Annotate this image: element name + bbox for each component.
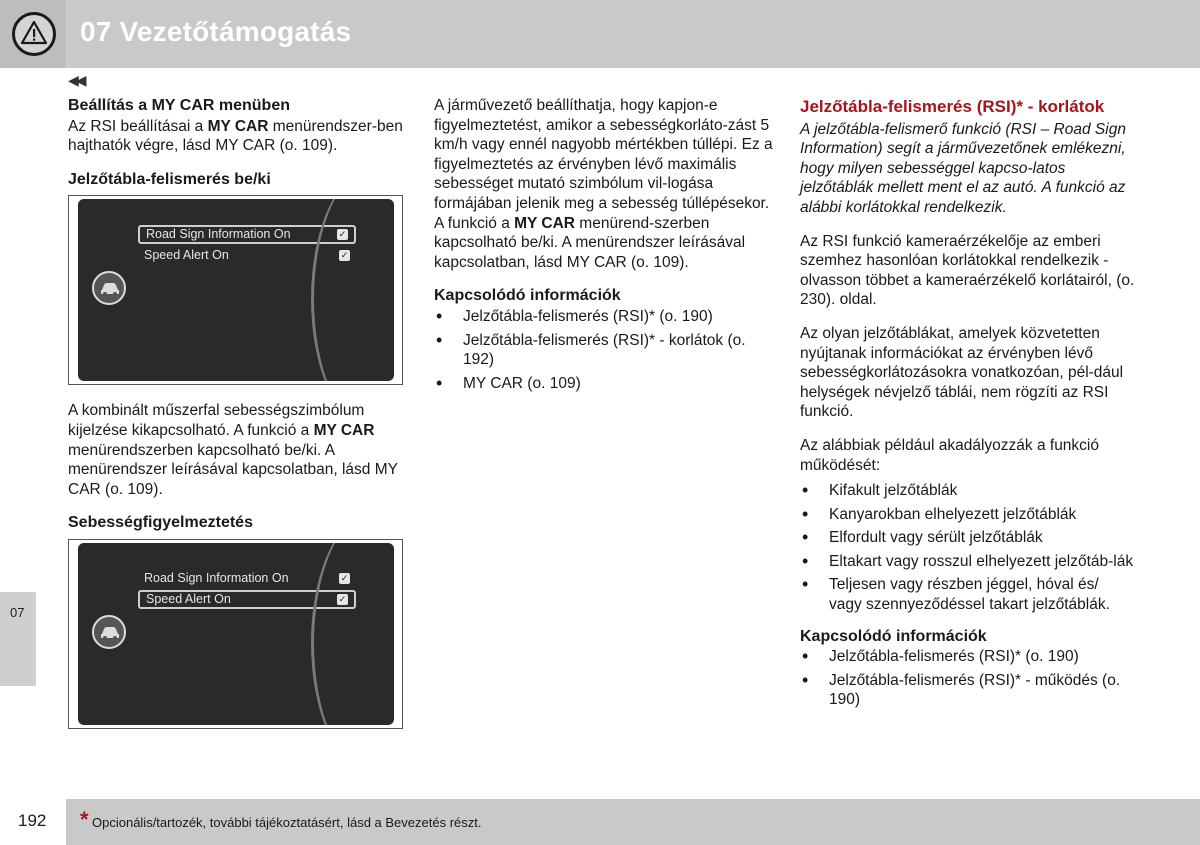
footnote-text: Opcionális/tartozék, további tájékoztatásért, lásd a Bevezetés részt. [92,815,482,830]
menu-item-speed-alert: Speed Alert On ✓ [138,590,356,609]
list-item: • Eltakart vagy rosszul elhelyezett jelzőtáb-lák [800,552,1135,572]
column-1 [68,96,403,745]
list-item: • Kifakult jelzőtáblák [800,481,1135,501]
list-item: • Teljesen vagy részben jéggel, hóval és/ vagy szennyeződéssel takart jelzőtáblák. [800,575,1135,614]
section-heading: Sebességfigyelmeztetés [68,514,253,532]
section-heading: Jelzőtábla-felismerés be/ki [68,170,271,188]
paragraph: A járművezető beállíthatja, hogy kapjon-e figyelmeztetést, amikor a sebességkorláto-zást 5 km/h vagy ennél nagyobb mértékben túllépi. Ez a figyelmeztetés az érvényben lévő maximális sebességet mutató szimbólum vil-logása formájában jelenik meg a sebesség túllépésekor. A funkció a MY CAR menürend-szerben kapcsolható be/ki. A menürendszer leírásával kapcsolatban, lásd MY CAR (o. 109). [434,97,773,271]
display-menu [138,225,356,267]
chapter-tab: 07 [0,592,36,686]
paragraph: Az alábbiak például akadályozzák a funkció működését: [800,436,1099,474]
warning-triangle-icon [12,12,56,56]
figure-code: G046241 [386,351,394,379]
column-3 [800,96,1135,714]
list-item: • Elfordult vagy sérült jelzőtáblák [800,528,1135,548]
page-footer [0,799,1200,845]
column-2 [434,96,774,397]
continued-arrows-icon: ◀◀ [68,72,84,88]
menu-item-road-sign-information: Road Sign Information On ✓ [138,225,356,244]
figure-code: G047445 [386,695,394,722]
page-number: 192 [18,811,47,830]
page-title: 07 Vezetőtámogatás [80,16,352,47]
checkbox-checked-icon: ✓ [338,229,347,240]
section-title: Jelzőtábla-felismerés (RSI)* - korlátok [800,97,1105,116]
header-icon-box [0,0,66,68]
link-item[interactable]: • Jelzőtábla-felismerés (RSI)* (o. 190) [434,307,774,327]
page-header [0,0,1200,68]
display-screenshot [68,539,403,729]
display-menu [138,569,356,611]
checkbox-checked-icon: ✓ [338,593,347,604]
related-info-list [434,307,774,393]
link-item[interactable]: • Jelzőtábla-felismerés (RSI)* (o. 190) [800,647,1135,667]
link-item[interactable]: • Jelzőtábla-felismerés (RSI)* - működés (o. 190) [800,671,1135,710]
paragraph: Az RSI beállításai a MY CAR menürendszer-ben hajthatók végre, lásd MY CAR (o. 109). [68,117,403,155]
menu-item-road-sign-information: Road Sign Information On ✓ [144,570,349,585]
link-item[interactable]: • MY CAR (o. 109) [434,374,774,394]
limitations-list [800,481,1135,615]
display-screenshot [68,195,403,385]
checkbox-checked-icon: ✓ [340,250,349,261]
section-heading: Kapcsolódó információk [800,627,987,645]
intro-paragraph: A jelzőtábla-felismerő funkció (RSI – Road Sign Information) segít a járművezetőnek emlékezni, hogy milyen sebességgel kapcso-latos jelzőtáblák mellett ment el az autó. A funkció az alábbi korlátokkal rendelkezik. [800,120,1126,216]
checkbox-checked-icon: ✓ [340,572,349,583]
section-heading: Kapcsolódó információk [434,287,621,305]
related-info-list [800,647,1135,710]
section-heading: Beállítás a MY CAR menüben [68,97,290,114]
paragraph: A kombinált műszerfal sebességszimbólum kijelzése kikapcsolható. A funkció a MY CAR menürendszerben kapcsolható be/ki. A menürendszer leírásával kapcsolatban, lásd MY CAR (o. 109). [68,402,398,498]
paragraph: Az olyan jelzőtáblákat, amelyek közvetetten nyújtanak információkat az érvényben lévő sebességkorlátozásokra vonatkozóan, pél-dául helységek névjelző táblái, nem rögzíti az RSI funkció. [800,324,1124,421]
menu-item-speed-alert: Speed Alert On ✓ [144,248,349,263]
paragraph: Az RSI funkció kameraérzékelője az emberi szemhez hasonlóan korlátokkal rendelkezik - olvasson többet a kameraérzékelő korlátairól, (o. 230). oldal. [800,232,1135,309]
link-item[interactable]: • Jelzőtábla-felismerés (RSI)* - korlátok (o. 192) [434,331,774,370]
car-icon [92,271,126,305]
list-item: • Kanyarokban elhelyezett jelzőtáblák [800,505,1135,525]
car-icon [92,615,126,649]
footnote-star: * [80,807,89,832]
